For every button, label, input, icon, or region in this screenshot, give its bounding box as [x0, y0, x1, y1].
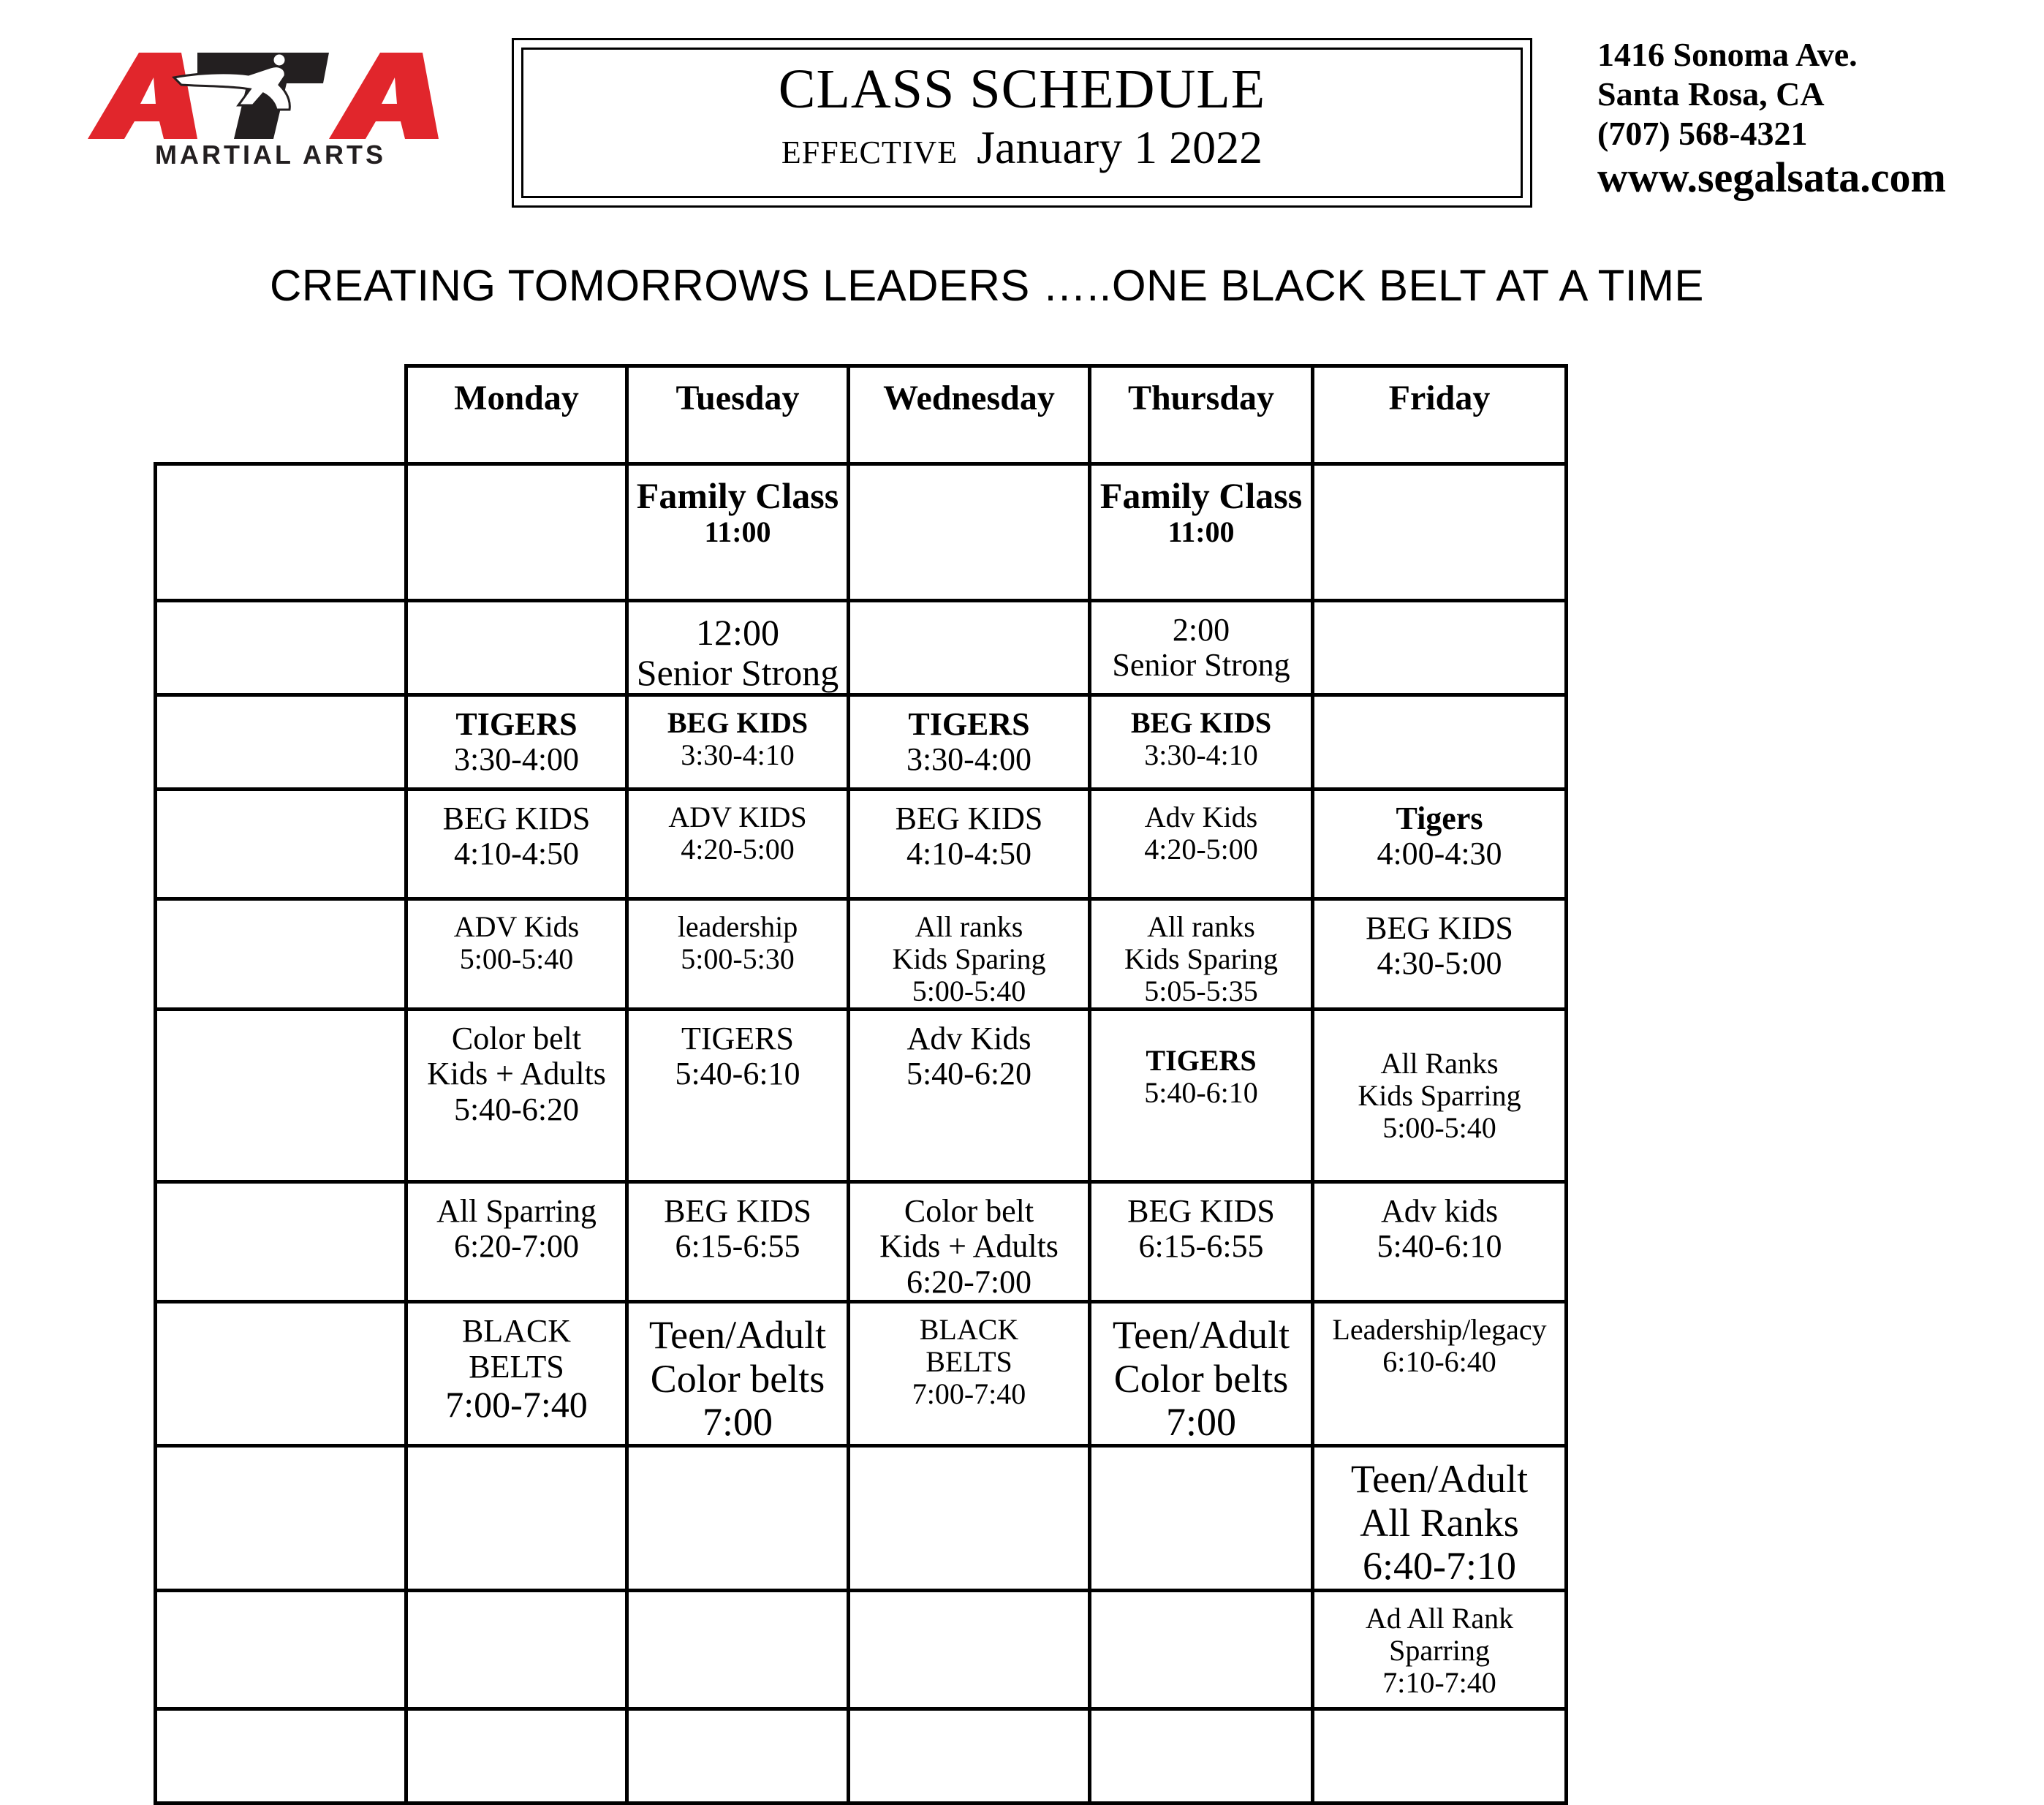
schedule-cell	[406, 790, 627, 899]
table-row	[156, 1010, 1567, 1182]
schedule-cell	[627, 790, 849, 899]
class-time: 4:10-4:50	[453, 836, 580, 872]
schedule-cell	[406, 1182, 627, 1302]
contact-block	[1597, 35, 2021, 202]
schedule-cell	[1090, 1590, 1313, 1708]
schedule-cell	[1313, 899, 1567, 1010]
schedule-cell	[627, 464, 849, 601]
tagline: CREATING TOMORROWS LEADERS …..ONE BLACK BELT AT A TIME	[270, 261, 1704, 310]
table-row	[156, 601, 1567, 695]
class-time: 3:30-4:10	[681, 738, 795, 771]
class-name: All Ranks	[1380, 1047, 1499, 1080]
logo-subtitle: MARTIAL ARTS	[155, 140, 386, 170]
schedule-cell	[406, 1010, 627, 1182]
class-time: 5:00-5:40	[1382, 1111, 1496, 1144]
table-row	[156, 1182, 1567, 1302]
class-name: Adv Kids	[1144, 801, 1258, 833]
time-label-cell	[156, 464, 406, 601]
effective-date: January 1 2022	[977, 121, 1263, 173]
schedule-cell	[406, 1302, 627, 1446]
class-name: Adv Kids	[906, 1021, 1032, 1056]
class-name: All Sparring	[436, 1193, 597, 1229]
class-name: BLACK	[919, 1313, 1019, 1347]
class-time: 7:00-7:40	[912, 1377, 1026, 1411]
class-name: Senior Strong	[636, 652, 839, 693]
schedule-cell	[849, 464, 1090, 601]
day-header: Tuesday	[627, 366, 849, 464]
schedule-cell	[849, 1590, 1090, 1708]
table-row	[156, 1302, 1567, 1446]
class-time: 4:10-4:50	[906, 836, 1032, 872]
class-name: Tigers	[1396, 801, 1483, 836]
class-name: Teen/Adult	[1112, 1313, 1290, 1358]
time-label-cell	[156, 695, 406, 790]
class-name: Teen/Adult	[1350, 1457, 1529, 1502]
schedule-cell	[627, 1302, 849, 1446]
class-name: BLACK	[461, 1313, 572, 1350]
class-time: 7:10-7:40	[1382, 1665, 1496, 1699]
class-time: 5:40-6:10	[1144, 1076, 1258, 1109]
effective-label: EFFECTIVE	[781, 135, 958, 170]
schedule-cell	[627, 1010, 849, 1182]
class-name: Color belt	[904, 1193, 1034, 1229]
table-row	[156, 464, 1567, 601]
class-name: BEG KIDS	[1130, 706, 1272, 739]
table-row	[156, 1446, 1567, 1590]
schedule-cell	[1090, 899, 1313, 1010]
class-name: BEG KIDS	[664, 1193, 811, 1229]
schedule-cell	[1313, 1010, 1567, 1182]
schedule-cell	[1313, 1590, 1567, 1708]
header-row	[156, 366, 1567, 464]
schedule-cell	[1313, 1182, 1567, 1302]
table-row	[156, 1590, 1567, 1708]
phone: (707) 568-4321	[1597, 115, 1808, 152]
class-subtitle: Color belts	[1113, 1356, 1289, 1401]
schedule-cell	[406, 1446, 627, 1590]
schedule-cell	[406, 1708, 627, 1803]
schedule-cell	[627, 1182, 849, 1302]
class-subtitle: Kids Sparing	[892, 942, 1046, 975]
schedule-cell	[849, 1446, 1090, 1590]
class-time: 5:40-6:10	[675, 1056, 800, 1092]
schedule-cell	[1313, 1708, 1567, 1803]
schedule-cell	[406, 1590, 627, 1708]
schedule-cell	[1313, 464, 1567, 601]
schedule-cell	[627, 695, 849, 790]
effective-line	[523, 121, 1521, 173]
schedule-cell	[849, 1010, 1090, 1182]
schedule-cell	[1090, 695, 1313, 790]
class-name: TIGERS	[1146, 1044, 1257, 1077]
time-label-cell	[156, 899, 406, 1010]
class-name: All ranks	[915, 910, 1023, 943]
schedule-cell	[627, 1590, 849, 1708]
day-header: Friday	[1313, 366, 1567, 464]
class-time: 7:00	[1165, 1399, 1236, 1444]
table-row	[156, 695, 1567, 790]
schedule-cell	[849, 1302, 1090, 1446]
schedule-cell	[1090, 1182, 1313, 1302]
time-label-cell	[156, 1446, 406, 1590]
schedule-cell	[849, 1708, 1090, 1803]
class-time: 12:00	[696, 612, 779, 653]
schedule-cell	[1090, 1302, 1313, 1446]
schedule-table	[154, 364, 1568, 1805]
class-name: Color belt	[451, 1021, 582, 1056]
class-time: 6:10-6:40	[1382, 1345, 1496, 1379]
title-box	[512, 38, 1532, 208]
class-time: 6:20-7:00	[906, 1263, 1032, 1300]
day-header: Monday	[406, 366, 627, 464]
ata-logo	[88, 53, 453, 170]
schedule-cell	[1090, 1708, 1313, 1803]
class-name: Leadership/legacy	[1332, 1313, 1547, 1347]
class-subtitle: Sparring	[1389, 1633, 1490, 1667]
class-name: BEG KIDS	[442, 801, 591, 836]
schedule-cell	[849, 601, 1090, 695]
class-time: 11:00	[1167, 515, 1235, 548]
schedule-cell	[1313, 1446, 1567, 1590]
address: 1416 Sonoma Ave.	[1597, 36, 1858, 73]
class-subtitle: Kids Sparing	[1124, 942, 1278, 975]
time-label-cell	[156, 601, 406, 695]
schedule-cell	[1090, 790, 1313, 899]
class-time: 3:30-4:00	[906, 741, 1032, 778]
class-time: 7:00	[702, 1399, 773, 1444]
schedule-cell	[627, 899, 849, 1010]
schedule-cell	[406, 464, 627, 601]
time-label-cell	[156, 1708, 406, 1803]
class-time: 6:20-7:00	[453, 1228, 580, 1265]
class-subtitle: Kids + Adults	[427, 1056, 606, 1092]
schedule-cell	[627, 1446, 849, 1590]
day-header: Thursday	[1090, 366, 1313, 464]
class-subtitle: All Ranks	[1360, 1500, 1519, 1545]
schedule-cell	[1090, 1010, 1313, 1182]
corner-cell	[156, 366, 406, 464]
class-name: leadership	[677, 910, 798, 943]
class-time: 3:30-4:00	[453, 741, 580, 778]
schedule-cell	[849, 695, 1090, 790]
class-time: 11:00	[704, 515, 771, 548]
class-time: 7:00-7:40	[445, 1383, 588, 1425]
class-time: 5:00-5:40	[912, 975, 1026, 1007]
class-subtitle: Kids Sparring	[1358, 1079, 1521, 1112]
class-name: ADV Kids	[453, 910, 580, 943]
class-time: 5:40-6:20	[453, 1091, 580, 1127]
class-subtitle: BELTS	[926, 1345, 1012, 1379]
class-name: Senior Strong	[1112, 647, 1290, 684]
table-row	[156, 899, 1567, 1010]
class-name: BEG KIDS	[895, 801, 1043, 836]
schedule-cell	[849, 790, 1090, 899]
class-time: 4:20-5:00	[681, 833, 795, 866]
class-name: Family Class	[1099, 475, 1303, 516]
schedule-cell	[627, 1708, 849, 1803]
class-time: 5:40-6:20	[906, 1056, 1032, 1092]
class-time: 6:40-7:10	[1363, 1544, 1516, 1589]
schedule-cell	[1313, 790, 1567, 899]
class-time: 2:00	[1172, 612, 1230, 648]
schedule-cell	[627, 601, 849, 695]
table-row	[156, 790, 1567, 899]
schedule-cell	[1313, 695, 1567, 790]
schedule-cell	[849, 899, 1090, 1010]
class-time: 5:00-5:40	[459, 942, 574, 975]
time-label-cell	[156, 1302, 406, 1446]
class-subtitle: Kids + Adults	[879, 1228, 1059, 1265]
class-name: BEG KIDS	[1366, 910, 1513, 946]
class-name: Family Class	[636, 475, 839, 516]
schedule-cell	[406, 601, 627, 695]
class-name: All ranks	[1147, 910, 1255, 943]
schedule-cell	[849, 1182, 1090, 1302]
time-label-cell	[156, 1590, 406, 1708]
class-name: ADV KIDS	[668, 801, 807, 833]
class-name: TIGERS	[681, 1021, 794, 1056]
website-link[interactable]: www.segalsata.com	[1597, 154, 1946, 201]
class-subtitle: Color belts	[650, 1356, 825, 1401]
table-row	[156, 1708, 1567, 1803]
class-name: BEG KIDS	[667, 706, 809, 739]
class-time: 4:00-4:30	[1377, 836, 1502, 872]
time-label-cell	[156, 790, 406, 899]
schedule-cell	[1313, 1302, 1567, 1446]
time-label-cell	[156, 1182, 406, 1302]
class-time: 4:30-5:00	[1377, 945, 1502, 982]
schedule-cell	[1090, 601, 1313, 695]
time-label-cell	[156, 1010, 406, 1182]
schedule-cell	[1090, 1446, 1313, 1590]
class-time: 3:30-4:10	[1144, 738, 1258, 771]
schedule-cell	[406, 695, 627, 790]
schedule-cell	[1313, 601, 1567, 695]
class-time: 6:15-6:55	[1138, 1228, 1264, 1265]
class-time: 5:05-5:35	[1144, 975, 1258, 1007]
class-name: BEG KIDS	[1127, 1193, 1275, 1229]
class-time: 5:40-6:10	[1377, 1228, 1502, 1265]
class-name: TIGERS	[455, 706, 578, 742]
class-subtitle: BELTS	[469, 1348, 564, 1385]
day-header: Wednesday	[849, 366, 1090, 464]
schedule-cell	[406, 899, 627, 1010]
class-time: 4:20-5:00	[1144, 833, 1258, 866]
class-time: 5:00-5:30	[681, 942, 795, 975]
class-name: Teen/Adult	[648, 1313, 827, 1358]
class-time: 6:15-6:55	[675, 1228, 800, 1265]
page-title: CLASS SCHEDULE	[778, 58, 1266, 120]
class-name: TIGERS	[908, 706, 1030, 742]
schedule-cell	[1090, 464, 1313, 601]
city: Santa Rosa, CA	[1597, 75, 1825, 113]
class-name: Ad All Rank	[1365, 1601, 1514, 1635]
class-name: Adv kids	[1380, 1193, 1499, 1229]
